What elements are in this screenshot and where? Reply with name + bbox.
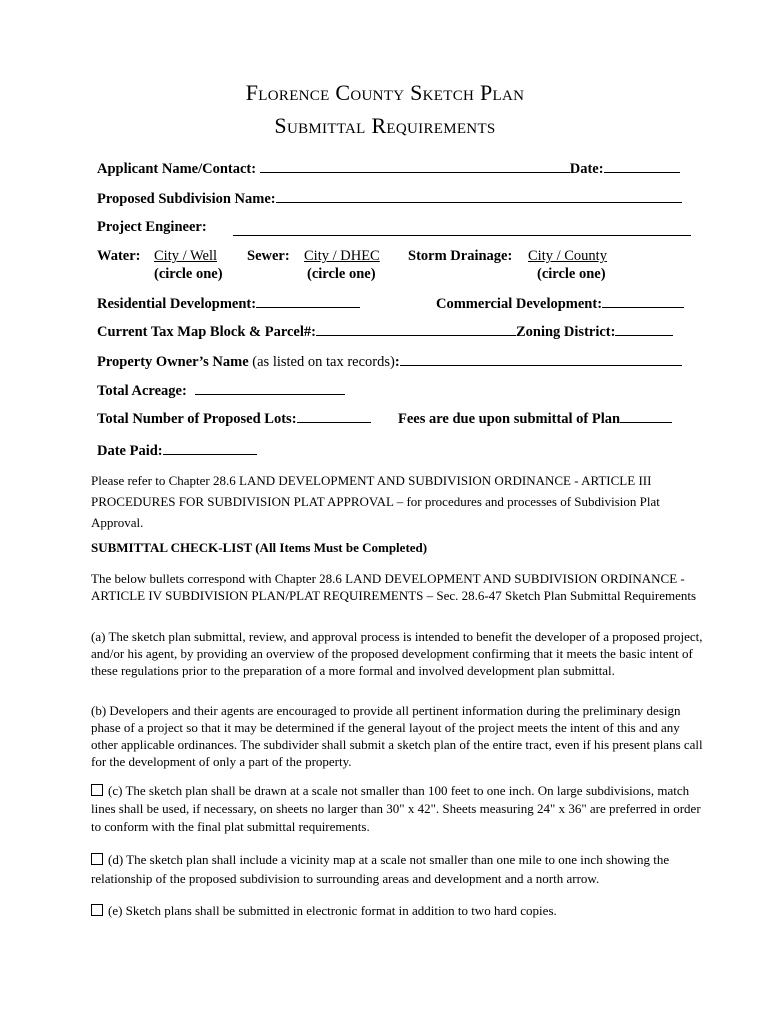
- lots-input-line[interactable]: [297, 409, 371, 423]
- fees-field: [398, 409, 672, 428]
- owner-label: Property Owner’s Name: [97, 354, 249, 370]
- commercial-label: Commercial Development:: [436, 296, 603, 312]
- checkbox-c[interactable]: [91, 784, 103, 796]
- intro-paragraph: Please refer to Chapter 28.6 LAND DEVELOPMENT AND SUBDIVISION ORDINANCE - ARTICLE III PROCEDURES FOR SUBDIVISION PLAT APPROVAL – for procedures and processes of Subdivision Plat Approval.: [91, 473, 660, 530]
- applicant-label: Applicant Name/Contact:: [97, 161, 257, 177]
- checklist-intro: The below bullets correspond with Chapter 28.6 LAND DEVELOPMENT AND SUBDIVISION ORDINANCE - ARTICLE IV SUBDIVISION PLAN/PLAT REQUIREMENTS – Sec. 28.6-47 Sketch Plan Submittal Requirements: [91, 571, 697, 603]
- date-paid-field: [97, 441, 257, 460]
- date-paid-label: Date Paid:: [97, 443, 163, 459]
- project-engineer-input-line-wrap: [233, 222, 691, 241]
- storm-circle-note: (circle one): [537, 266, 606, 282]
- subdivision-name-field: [97, 189, 682, 208]
- tax-map-input-line[interactable]: [316, 322, 516, 336]
- owner-input-line[interactable]: [400, 352, 682, 366]
- date-paid-input-line[interactable]: [163, 441, 257, 455]
- lots-field: [97, 409, 371, 428]
- sewer-circle-note: (circle one): [307, 266, 376, 282]
- checklist-item-a: (a) The sketch plan submittal, review, and approval process is intended to benefit the developer of a proposed project, and/or his agent, by providing an overview of the proposed development confirming that it meets the basic intent of these regulations prior to the preparation of a more formal and involved development plan submittal.: [91, 629, 703, 678]
- checkbox-e[interactable]: [91, 904, 103, 916]
- zoning-input-line[interactable]: [615, 322, 673, 336]
- checklist-item-b: (b) Developers and their agents are encouraged to provide all pertinent information during the preliminary design phase of a project so that it may be determined if the general layout of the project meets the intent of this and any other applicable ordinances. The subdivider shall submit a sketch plan of the entire tract, even if his present plans call for the development of only a part of the property.: [91, 703, 703, 769]
- water-options[interactable]: City / Well: [154, 248, 218, 264]
- zoning-label: Zoning District:: [515, 324, 616, 340]
- fees-label: Fees are due upon submittal of Plan: [398, 411, 621, 427]
- checklist-heading: SUBMITTAL CHECK-LIST (All Items Must be Completed): [91, 540, 428, 555]
- commercial-input-line[interactable]: [602, 294, 684, 308]
- commercial-field: [436, 294, 684, 313]
- sewer-options[interactable]: City / DHEC: [304, 248, 380, 264]
- checkbox-d[interactable]: [91, 853, 103, 865]
- page-title-line-2: Submittal Requirements: [274, 113, 496, 138]
- page-title-line-1: Florence County Sketch Plan: [245, 80, 525, 105]
- acreage-input-line[interactable]: [195, 381, 345, 395]
- residential-label: Residential Development:: [97, 296, 257, 312]
- checklist-item-d: [91, 850, 706, 888]
- tax-map-label: Current Tax Map Block & Parcel#:: [97, 324, 316, 340]
- applicant-input-line[interactable]: [260, 159, 570, 173]
- water-circle-note: (circle one): [154, 266, 223, 282]
- residential-field: [97, 294, 360, 313]
- owner-colon: :: [394, 354, 400, 370]
- water-label: Water:: [97, 248, 141, 264]
- fees-input-line[interactable]: [620, 409, 672, 423]
- residential-input-line[interactable]: [256, 294, 360, 308]
- checklist-item-d-text: (d) The sketch plan shall include a vicinity map at a scale not smaller than one mile to one inch showing the relationship of the proposed subdivision to surrounding areas and development and a north arrow.: [91, 852, 670, 886]
- date-input-line[interactable]: [604, 159, 680, 173]
- subdivision-name-input-line[interactable]: [276, 189, 682, 203]
- project-engineer-field: [97, 219, 207, 236]
- sewer-label: Sewer:: [247, 248, 290, 264]
- acreage-field: [97, 381, 345, 400]
- owner-note: (as listed on tax records): [252, 354, 395, 370]
- tax-map-field: [97, 322, 673, 341]
- storm-drainage-label: Storm Drainage:: [408, 248, 513, 264]
- storm-drainage-options[interactable]: City / County: [528, 248, 607, 264]
- applicant-field: [97, 159, 680, 178]
- subdivision-name-label: Proposed Subdivision Name:: [97, 191, 276, 207]
- owner-field: [97, 352, 682, 371]
- project-engineer-label: Project Engineer:: [97, 219, 207, 235]
- lots-label: Total Number of Proposed Lots:: [97, 411, 297, 427]
- date-label: Date:: [569, 161, 604, 177]
- project-engineer-input-line[interactable]: [233, 222, 691, 236]
- checklist-item-c: [91, 782, 706, 836]
- checklist-item-e-text: (e) Sketch plans shall be submitted in electronic format in addition to two hard copies.: [108, 903, 557, 918]
- acreage-label: Total Acreage:: [97, 383, 187, 399]
- checklist-item-e: [91, 902, 706, 919]
- checklist-item-c-text: (c) The sketch plan shall be drawn at a scale not smaller than 100 feet to one inch. On large subdivisions, match lines shall be used, if necessary, on sheets no larger than 30" x 42". Sheets measuring 24" x 36" are preferred in order to conform with the final plat submittal requirements.: [91, 783, 701, 834]
